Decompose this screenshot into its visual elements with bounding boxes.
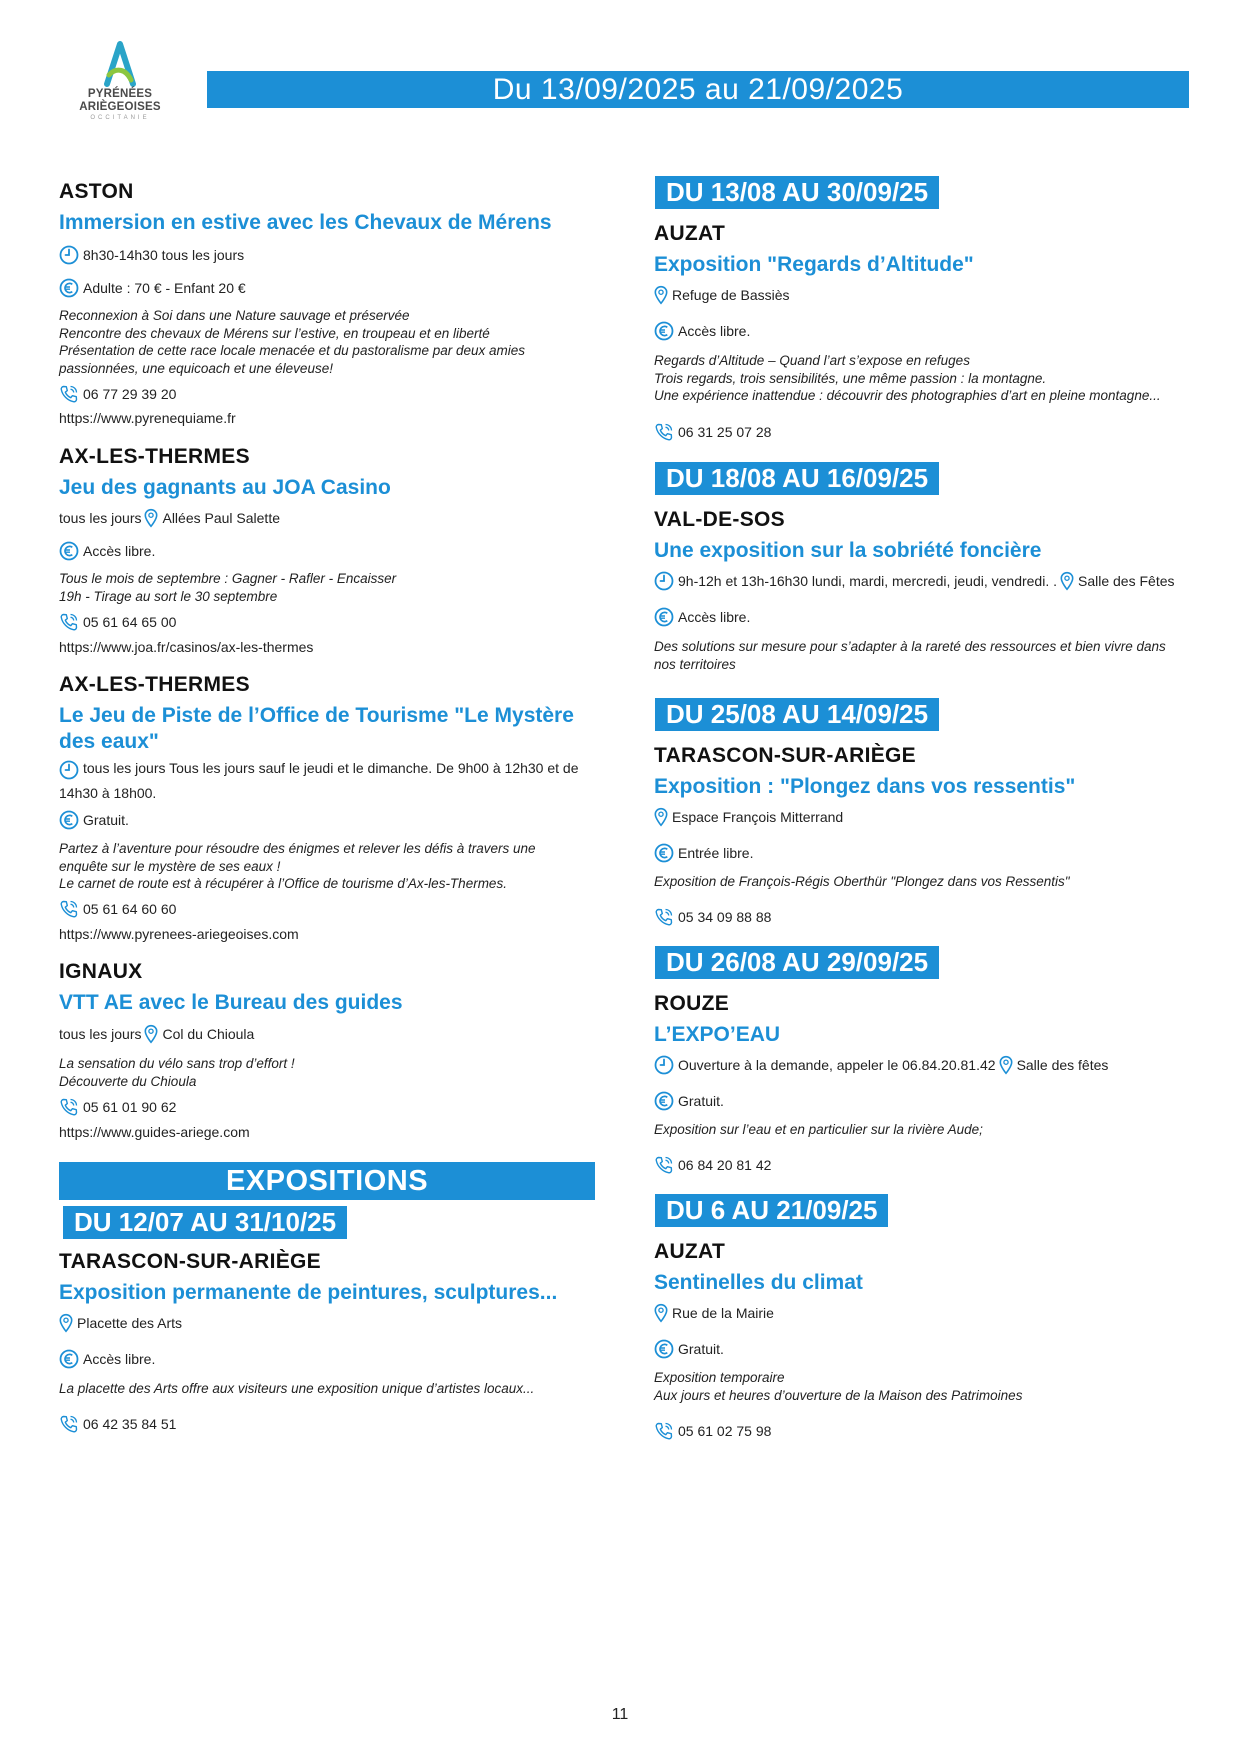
phone-icon xyxy=(59,612,79,632)
date-range-banner: Du 13/09/2025 au 21/09/2025 xyxy=(207,71,1189,108)
logo-line-1: PYRÉNÉES xyxy=(87,88,153,100)
logo-line-3: OCCITANIE xyxy=(90,115,150,121)
date-range-heading: DU 18/08 AU 16/09/25 xyxy=(655,462,939,495)
description-line: enquête sur le mystère de ses eaux ! xyxy=(59,858,281,874)
clock-icon xyxy=(59,245,79,265)
date-range-heading: DU 13/08 AU 30/09/25 xyxy=(655,176,939,209)
event-phone[interactable] xyxy=(654,422,771,442)
description-line: 19h - Tirage au sort le 30 septembre xyxy=(59,588,278,604)
event-town: ROUZE xyxy=(654,992,729,1015)
event-price xyxy=(654,1339,724,1359)
location-pin-icon xyxy=(144,508,158,528)
euro-icon xyxy=(654,843,674,863)
phone-icon xyxy=(654,1155,674,1175)
event-town: VAL-DE-SOS xyxy=(654,508,785,531)
event-title[interactable]: Le Jeu de Piste de l’Office de Tourisme "Le Mystère des eaux" xyxy=(59,704,574,753)
event-url[interactable]: https://www.pyrenees-ariegeoises.com xyxy=(59,926,299,942)
event-time-place xyxy=(654,571,1175,591)
event-title[interactable]: L’EXPO’EAU xyxy=(654,1023,781,1046)
location-pin-icon xyxy=(1060,571,1074,591)
euro-icon xyxy=(59,1349,79,1369)
euro-icon xyxy=(654,1091,674,1111)
description-line: Exposition de François-Régis Oberthür "Plongez dans vos Ressentis" xyxy=(654,874,1070,889)
event-price xyxy=(59,810,129,830)
phone-icon xyxy=(59,1097,79,1117)
event-phone-text[interactable]: 05 34 09 88 88 xyxy=(678,909,772,925)
phone-icon xyxy=(654,422,674,442)
page-number: 11 xyxy=(611,1706,629,1723)
event-phone[interactable] xyxy=(59,1414,176,1434)
event-description xyxy=(654,873,1070,891)
event-title[interactable]: Exposition permanente de peintures, sculptures... xyxy=(59,1281,558,1304)
event-place-text: Col du Chioula xyxy=(162,1026,255,1042)
euro-icon xyxy=(59,278,79,298)
event-description xyxy=(654,638,1166,673)
event-phone-text[interactable]: 06 84 20 81 42 xyxy=(678,1157,772,1173)
event-when-text: tous les jours xyxy=(59,510,142,526)
event-price xyxy=(654,843,753,863)
phone-icon xyxy=(654,1421,674,1441)
event-phone-text[interactable]: 05 61 01 90 62 xyxy=(83,1099,177,1115)
event-place-text: Salle des fêtes xyxy=(1016,1057,1109,1073)
location-pin-icon xyxy=(59,1313,73,1333)
event-description xyxy=(59,307,525,377)
event-town: ASTON xyxy=(59,180,134,203)
event-price-text: Accès libre. xyxy=(678,609,751,625)
event-title[interactable]: Immersion en estive avec les Chevaux de Mérens xyxy=(59,211,552,234)
event-when-place xyxy=(59,1024,254,1044)
description-line: Une expérience inattendue : découvrir des photographies d’art en pleine montagne... xyxy=(654,388,1161,403)
date-range-heading: DU 12/07 AU 31/10/25 xyxy=(63,1206,347,1239)
location-pin-icon xyxy=(654,1303,668,1323)
event-description xyxy=(654,1121,983,1139)
clock-icon xyxy=(654,1055,674,1075)
description-line: Rencontre des chevaux de Mérens sur l’estive, en troupeau et en liberté xyxy=(59,325,490,341)
location-pin-icon xyxy=(654,285,668,305)
event-time-text: 8h30-14h30 tous les jours xyxy=(83,247,245,263)
event-place-text: Refuge de Bassiès xyxy=(672,287,790,303)
event-time xyxy=(59,245,244,265)
description-line: Reconnexion à Soi dans une Nature sauvage et préservée xyxy=(59,308,410,323)
euro-icon xyxy=(654,1339,674,1359)
event-url[interactable]: https://www.guides-ariege.com xyxy=(59,1124,250,1140)
description-line: Partez à l’aventure pour résoudre des énigmes et relever les défis à travers une xyxy=(59,841,536,856)
description-line: Présentation de cette race locale menacée et du pastoralisme par deux amies xyxy=(59,343,526,358)
date-range-heading: DU 26/08 AU 29/09/25 xyxy=(655,946,939,979)
event-price xyxy=(59,1349,155,1369)
event-price-text: Accès libre. xyxy=(678,323,751,339)
event-phone[interactable] xyxy=(59,1097,176,1117)
event-phone[interactable] xyxy=(654,1421,771,1441)
event-description xyxy=(59,570,396,605)
logo-line-2: ARIÈGEOISES xyxy=(79,101,161,113)
event-place xyxy=(59,1313,182,1333)
event-time-place xyxy=(654,1055,1108,1075)
location-pin-icon xyxy=(144,1024,158,1044)
description-line: Découverte du Chioula xyxy=(59,1073,197,1089)
event-price xyxy=(654,607,750,627)
event-title[interactable]: Jeu des gagnants au JOA Casino xyxy=(59,476,391,499)
event-town: AUZAT xyxy=(654,222,726,245)
euro-icon xyxy=(59,541,79,561)
event-town: AX-LES-THERMES xyxy=(59,673,250,696)
event-place xyxy=(654,807,843,827)
phone-icon xyxy=(59,384,79,404)
event-phone-text[interactable]: 06 42 35 84 51 xyxy=(83,1416,177,1432)
event-place-text: Salle des Fêtes xyxy=(1078,573,1175,589)
event-place xyxy=(654,1303,774,1323)
event-phone[interactable] xyxy=(59,384,176,404)
event-phone[interactable] xyxy=(654,1155,771,1175)
description-line: Des solutions sur mesure pour s’adapter à la rareté des ressources et bien vivre dans xyxy=(654,639,1166,654)
event-price-text: Entrée libre. xyxy=(678,845,754,861)
event-time xyxy=(59,760,579,780)
event-place xyxy=(654,285,790,305)
description-line: La placette des Arts offre aux visiteurs une exposition unique d’artistes locaux... xyxy=(59,1381,535,1396)
section-heading-expositions: EXPOSITIONS xyxy=(59,1162,595,1200)
event-time-text: 9h-12h et 13h-16h30 lundi, mardi, mercredi, jeudi, vendredi. . xyxy=(678,573,1057,589)
location-pin-icon xyxy=(999,1055,1013,1075)
date-range-heading: DU 25/08 AU 14/09/25 xyxy=(655,698,939,731)
event-price xyxy=(59,278,246,298)
description-line: Le carnet de route est à récupérer à l’Office de tourisme d’Ax-les-Thermes. xyxy=(59,876,507,891)
event-phone-text[interactable]: 06 77 29 39 20 xyxy=(83,386,177,402)
event-town: TARASCON-SUR-ARIÈGE xyxy=(59,1250,321,1273)
event-description xyxy=(654,1369,1022,1404)
logo-mark-icon xyxy=(99,38,141,88)
event-title[interactable]: Exposition : "Plongez dans vos ressentis" xyxy=(654,775,1076,798)
description-line: nos territoires xyxy=(654,656,736,672)
event-description xyxy=(59,840,536,893)
event-town: AUZAT xyxy=(654,1240,726,1263)
event-phone-text[interactable]: 05 61 64 65 00 xyxy=(83,614,177,630)
event-price-text: Adulte : 70 € - Enfant 20 € xyxy=(83,280,246,296)
euro-icon xyxy=(59,810,79,830)
description-line: Trois regards, trois sensibilités, une même passion : la montagne. xyxy=(654,370,1047,386)
event-title[interactable]: Une exposition sur la sobriété foncière xyxy=(654,539,1042,562)
event-place-text: Espace François Mitterrand xyxy=(672,809,844,825)
event-title[interactable]: Sentinelles du climat xyxy=(654,1271,863,1294)
event-price-text: Accès libre. xyxy=(83,1351,156,1367)
event-phone[interactable] xyxy=(59,899,176,919)
event-town: AX-LES-THERMES xyxy=(59,445,250,468)
description-line: Tous le mois de septembre : Gagner - Rafler - Encaisser xyxy=(59,571,397,586)
event-price-text: Gratuit. xyxy=(83,812,129,828)
event-place-text: Rue de la Mairie xyxy=(672,1305,774,1321)
event-price xyxy=(654,321,750,341)
description-line: Aux jours et heures d’ouverture de la Maison des Patrimoines xyxy=(654,1387,1023,1403)
event-price xyxy=(59,541,155,561)
euro-icon xyxy=(654,607,674,627)
event-when-place xyxy=(59,508,280,528)
event-price-text: Gratuit. xyxy=(678,1341,724,1357)
event-time-continued: 14h30 à 18h00. xyxy=(59,785,157,801)
location-pin-icon xyxy=(654,807,668,827)
event-phone[interactable] xyxy=(654,907,771,927)
description-line: Regards d’Altitude – Quand l’art s’expose en refuges xyxy=(654,353,970,368)
event-url[interactable]: https://www.joa.fr/casinos/ax-les-thermes xyxy=(59,639,314,655)
event-price-text: Accès libre. xyxy=(83,543,156,559)
event-url[interactable]: https://www.pyrenequiame.fr xyxy=(59,410,236,426)
phone-icon xyxy=(59,1414,79,1434)
event-price xyxy=(654,1091,724,1111)
phone-icon xyxy=(59,899,79,919)
event-time-text: Ouverture à la demande, appeler le 06.84.20.81.42 xyxy=(678,1057,996,1073)
phone-icon xyxy=(654,907,674,927)
date-range-heading: DU 6 AU 21/09/25 xyxy=(655,1194,888,1227)
event-price-text: Gratuit. xyxy=(678,1093,724,1109)
clock-icon xyxy=(59,760,79,780)
brand-logo xyxy=(70,38,170,122)
event-phone-text[interactable]: 05 61 02 75 98 xyxy=(678,1423,772,1439)
event-description xyxy=(654,352,1161,405)
euro-icon xyxy=(654,321,674,341)
event-title[interactable]: VTT AE avec le Bureau des guides xyxy=(59,991,403,1014)
event-phone-text[interactable]: 06 31 25 07 28 xyxy=(678,424,772,440)
event-description xyxy=(59,1380,534,1398)
event-phone-text[interactable]: 05 61 64 60 60 xyxy=(83,901,177,917)
event-phone[interactable] xyxy=(59,612,176,632)
event-when-text: tous les jours xyxy=(59,1026,142,1042)
event-title[interactable]: Exposition "Regards d’Altitude" xyxy=(654,253,974,276)
event-place-text: Allées Paul Salette xyxy=(162,510,281,526)
event-place-text: Placette des Arts xyxy=(77,1315,183,1331)
clock-icon xyxy=(654,571,674,591)
description-line: passionnées, une equicoach et une éleveuse! xyxy=(59,360,333,376)
event-time-text: tous les jours Tous les jours sauf le jeudi et le dimanche. De 9h00 à 12h30 et de xyxy=(83,760,579,776)
event-town: IGNAUX xyxy=(59,960,143,983)
event-town: TARASCON-SUR-ARIÈGE xyxy=(654,744,916,767)
description-line: Exposition temporaire xyxy=(654,1370,785,1385)
event-description xyxy=(59,1055,295,1090)
description-line: La sensation du vélo sans trop d’effort ! xyxy=(59,1056,295,1071)
description-line: Exposition sur l’eau et en particulier sur la rivière Aude; xyxy=(654,1122,983,1137)
